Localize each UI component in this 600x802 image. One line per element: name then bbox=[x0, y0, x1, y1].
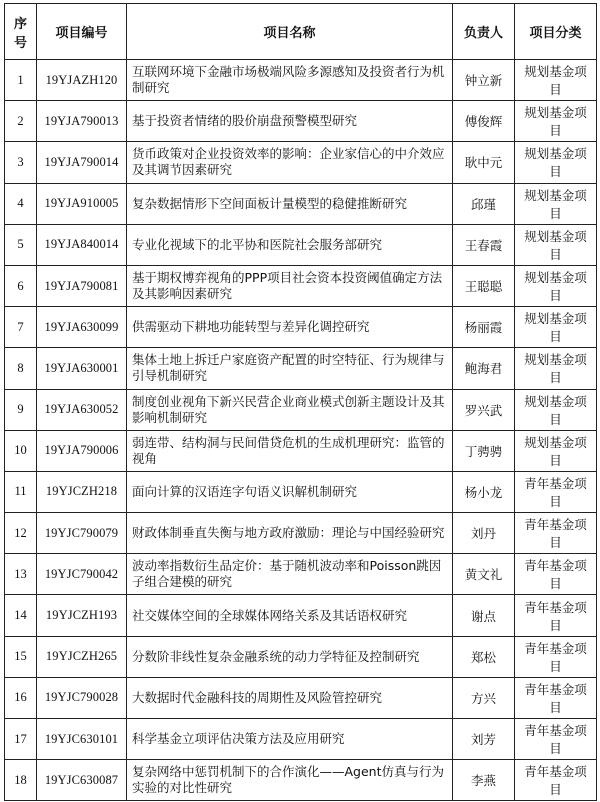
row-index: 5 bbox=[5, 224, 37, 265]
row-index: 14 bbox=[5, 595, 37, 636]
row-category: 规划基金项目 bbox=[515, 430, 597, 471]
row-category: 规划基金项目 bbox=[515, 142, 597, 183]
row-index: 3 bbox=[5, 142, 37, 183]
row-index: 8 bbox=[5, 348, 37, 389]
row-owner: 谢点 bbox=[453, 595, 515, 636]
row-name: 制度创业视角下新兴民营企业商业模式创新主题设计及其影响机制研究 bbox=[127, 389, 453, 430]
row-owner: 方兴 bbox=[453, 677, 515, 718]
table-row bbox=[5, 760, 597, 801]
header-code: 项目编号 bbox=[37, 4, 127, 60]
table-row bbox=[5, 389, 597, 430]
table-row bbox=[5, 265, 597, 306]
table-row bbox=[5, 101, 597, 142]
row-name: 货币政策对企业投资效率的影响：企业家信心的中介效应及其调节因素研究 bbox=[127, 142, 453, 183]
row-category: 规划基金项目 bbox=[515, 265, 597, 306]
table-row bbox=[5, 142, 597, 183]
table-row bbox=[5, 719, 597, 760]
row-name: 社交媒体空间的全球媒体网络关系及其话语权研究 bbox=[127, 595, 453, 636]
row-name: 集体土地上拆迁户家庭资产配置的时空特征、行为规律与引导机制研究 bbox=[127, 348, 453, 389]
row-name: 专业化视域下的北平协和医院社会服务部研究 bbox=[127, 224, 453, 265]
row-code: 19YJA790013 bbox=[37, 101, 127, 142]
row-index: 1 bbox=[5, 60, 37, 101]
table-row bbox=[5, 513, 597, 554]
row-name: 基于投资者情绪的股价崩盘预警模型研究 bbox=[127, 101, 453, 142]
row-category: 青年基金项目 bbox=[515, 595, 597, 636]
row-code: 19YJA910005 bbox=[37, 183, 127, 224]
row-name: 分数阶非线性复杂金融系统的动力学特征及控制研究 bbox=[127, 636, 453, 677]
row-index: 13 bbox=[5, 554, 37, 595]
row-owner: 郑松 bbox=[453, 636, 515, 677]
table-row bbox=[5, 60, 597, 101]
row-category: 青年基金项目 bbox=[515, 719, 597, 760]
row-category: 青年基金项目 bbox=[515, 760, 597, 801]
row-code: 19YJC630087 bbox=[37, 760, 127, 801]
row-index: 16 bbox=[5, 677, 37, 718]
row-category: 规划基金项目 bbox=[515, 224, 597, 265]
row-name: 基于期权博弈视角的PPP项目社会资本投资阈值确定方法及其影响因素研究 bbox=[127, 265, 453, 306]
row-name: 复杂数据情形下空间面板计量模型的稳健推断研究 bbox=[127, 183, 453, 224]
row-category: 青年基金项目 bbox=[515, 471, 597, 512]
header-index: 序号 bbox=[5, 4, 37, 60]
row-category: 规划基金项目 bbox=[515, 60, 597, 101]
row-code: 19YJAZH120 bbox=[37, 60, 127, 101]
row-owner: 刘芳 bbox=[453, 719, 515, 760]
row-owner: 王聪聪 bbox=[453, 265, 515, 306]
table-row bbox=[5, 430, 597, 471]
row-name: 供需驱动下耕地功能转型与差异化调控研究 bbox=[127, 307, 453, 348]
row-category: 规划基金项目 bbox=[515, 389, 597, 430]
row-owner: 钟立新 bbox=[453, 60, 515, 101]
row-code: 19YJC630101 bbox=[37, 719, 127, 760]
row-index: 2 bbox=[5, 101, 37, 142]
row-code: 19YJA630099 bbox=[37, 307, 127, 348]
row-code: 19YJA790014 bbox=[37, 142, 127, 183]
row-owner: 鲍海君 bbox=[453, 348, 515, 389]
row-code: 19YJA790006 bbox=[37, 430, 127, 471]
row-code: 19YJC790042 bbox=[37, 554, 127, 595]
row-name: 弱连带、结构洞与民间借贷危机的生成机理研究：监管的视角 bbox=[127, 430, 453, 471]
row-index: 12 bbox=[5, 513, 37, 554]
table-row bbox=[5, 307, 597, 348]
row-category: 青年基金项目 bbox=[515, 513, 597, 554]
row-owner: 杨丽霞 bbox=[453, 307, 515, 348]
row-owner: 刘丹 bbox=[453, 513, 515, 554]
row-code: 19YJA790081 bbox=[37, 265, 127, 306]
row-index: 6 bbox=[5, 265, 37, 306]
row-code: 19YJC790028 bbox=[37, 677, 127, 718]
row-name: 波动率指数衍生品定价：基于随机波动率和Poisson跳因子组合建模的研究 bbox=[127, 554, 453, 595]
row-category: 规划基金项目 bbox=[515, 183, 597, 224]
table-row bbox=[5, 595, 597, 636]
row-owner: 罗兴武 bbox=[453, 389, 515, 430]
table-row bbox=[5, 677, 597, 718]
row-owner: 王春霞 bbox=[453, 224, 515, 265]
row-index: 9 bbox=[5, 389, 37, 430]
row-name: 大数据时代金融科技的周期性及风险管控研究 bbox=[127, 677, 453, 718]
row-owner: 杨小龙 bbox=[453, 471, 515, 512]
row-name: 面向计算的汉语连字句语义识解机制研究 bbox=[127, 471, 453, 512]
row-category: 规划基金项目 bbox=[515, 307, 597, 348]
row-name: 互联网环境下金融市场极端风险多源感知及投资者行为机制研究 bbox=[127, 60, 453, 101]
row-code: 19YJCZH265 bbox=[37, 636, 127, 677]
row-owner: 邱瑾 bbox=[453, 183, 515, 224]
row-category: 青年基金项目 bbox=[515, 636, 597, 677]
row-name: 复杂网络中惩罚机制下的合作演化——Agent仿真与行为实验的对比性研究 bbox=[127, 760, 453, 801]
row-name: 财政体制垂直失衡与地方政府激励：理论与中国经验研究 bbox=[127, 513, 453, 554]
row-category: 规划基金项目 bbox=[515, 348, 597, 389]
row-code: 19YJC790079 bbox=[37, 513, 127, 554]
table-row bbox=[5, 554, 597, 595]
row-owner: 丁骋骋 bbox=[453, 430, 515, 471]
table-row bbox=[5, 224, 597, 265]
row-category: 青年基金项目 bbox=[515, 554, 597, 595]
row-owner: 耿中元 bbox=[453, 142, 515, 183]
row-index: 11 bbox=[5, 471, 37, 512]
row-owner: 傅俊辉 bbox=[453, 101, 515, 142]
row-index: 7 bbox=[5, 307, 37, 348]
row-category: 规划基金项目 bbox=[515, 101, 597, 142]
row-index: 4 bbox=[5, 183, 37, 224]
project-table bbox=[4, 3, 597, 801]
row-index: 15 bbox=[5, 636, 37, 677]
row-code: 19YJA630001 bbox=[37, 348, 127, 389]
table-row bbox=[5, 183, 597, 224]
header-name: 项目名称 bbox=[127, 4, 453, 60]
row-code: 19YJA840014 bbox=[37, 224, 127, 265]
row-owner: 黄文礼 bbox=[453, 554, 515, 595]
table-row bbox=[5, 348, 597, 389]
row-index: 10 bbox=[5, 430, 37, 471]
row-index: 18 bbox=[5, 760, 37, 801]
table-row bbox=[5, 636, 597, 677]
row-name: 科学基金立项评估决策方法及应用研究 bbox=[127, 719, 453, 760]
row-category: 青年基金项目 bbox=[515, 677, 597, 718]
row-owner: 李燕 bbox=[453, 760, 515, 801]
table-row bbox=[5, 471, 597, 512]
row-index: 17 bbox=[5, 719, 37, 760]
row-code: 19YJCZH193 bbox=[37, 595, 127, 636]
row-code: 19YJA630052 bbox=[37, 389, 127, 430]
header-owner: 负责人 bbox=[453, 4, 515, 60]
row-code: 19YJCZH218 bbox=[37, 471, 127, 512]
header-category: 项目分类 bbox=[515, 4, 597, 60]
header-row bbox=[5, 4, 597, 60]
